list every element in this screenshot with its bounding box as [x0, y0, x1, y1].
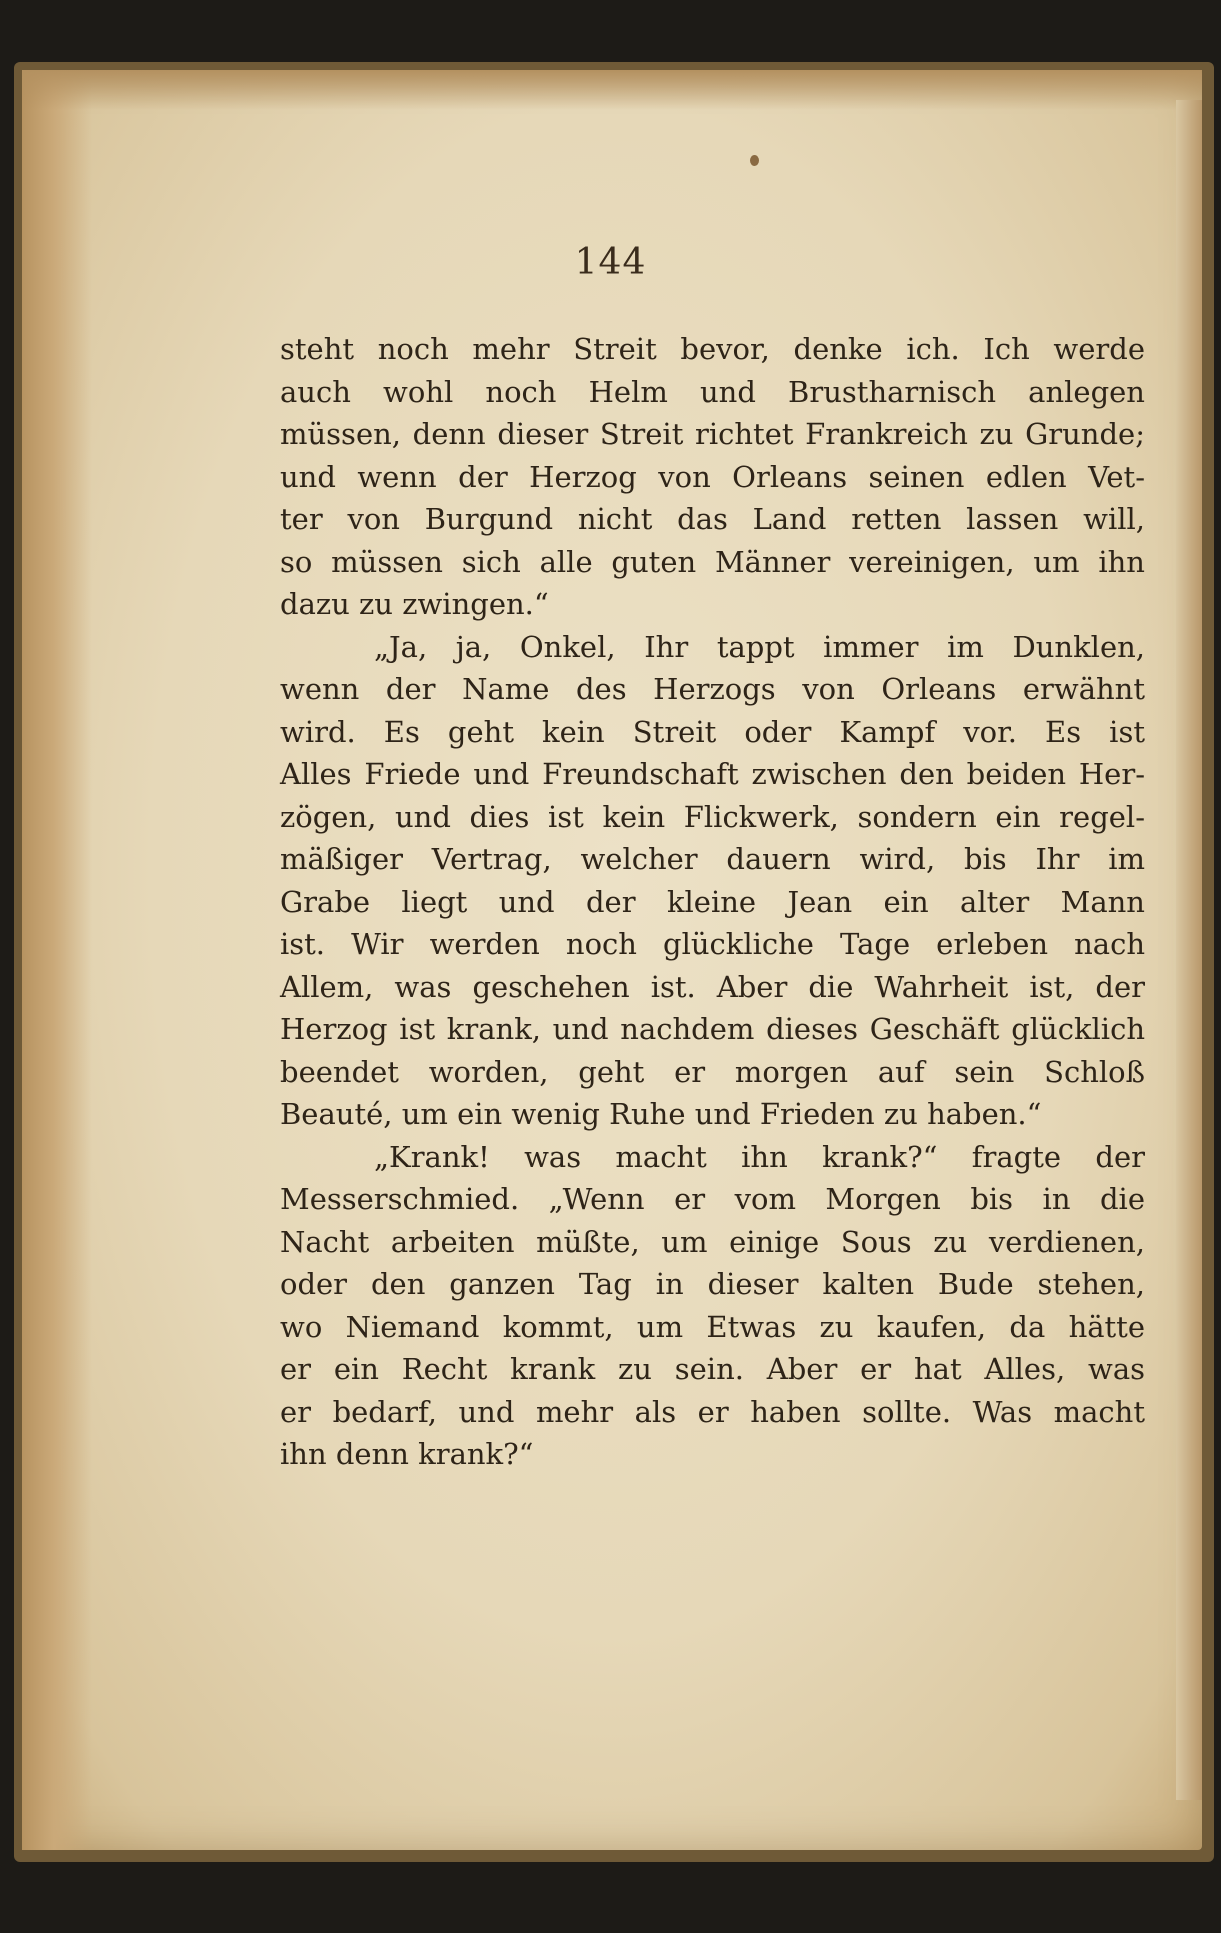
text-line: zögen, und dies ist kein Flickwerk, sondern ein regel- — [280, 799, 1145, 834]
text-line: ter von Burgund nicht das Land retten lassen will, — [280, 502, 1145, 536]
text-line: dazu zu zwingen.“ — [280, 587, 549, 621]
text-line: müssen, denn dieser Streit richtet Frankreich zu Grunde; — [280, 417, 1145, 451]
text-line: steht noch mehr Streit bevor, denke ich. Ich werde — [280, 332, 1145, 366]
top-edge-stain — [22, 70, 1202, 110]
text-line: und wenn der Herzog von Orleans seinen edlen Vet- — [280, 459, 1145, 494]
text-line: wo Niemand kommt, um Etwas zu kaufen, da hätte — [280, 1309, 1145, 1344]
text-line: ist. Wir werden noch glückliche Tage erleben nach — [280, 927, 1145, 961]
text-line: wird. Es geht kein Streit oder Kampf vor. Es ist — [280, 714, 1145, 749]
text-line: Grabe liegt und der kleine Jean ein alter Mann — [280, 884, 1145, 919]
left-edge-stain — [22, 70, 92, 1850]
text-line: „Krank! was macht ihn krank?“ fragte der — [374, 1139, 1145, 1174]
text-line: oder den ganzen Tag in dieser kalten Bude stehen, — [280, 1267, 1145, 1301]
text-line: er bedarf, und mehr als er haben sollte. Was macht — [280, 1394, 1145, 1429]
text-line: Messerschmied. „Wenn er vom Morgen bis in die — [280, 1182, 1145, 1216]
text-line: beendet worden, geht er morgen auf sein Schloß — [280, 1054, 1145, 1089]
body-text — [280, 328, 1145, 1476]
ink-spot — [750, 155, 759, 166]
text-line: „Ja, ja, Onkel, Ihr tappt immer im Dunklen, — [374, 629, 1145, 664]
page-number: 144 — [574, 242, 647, 283]
text-line: auch wohl noch Helm und Brustharnisch anlegen — [280, 374, 1145, 409]
text-line: mäßiger Vertrag, welcher dauern wird, bis Ihr im — [280, 842, 1145, 876]
text-line: wenn der Name des Herzogs von Orleans erwähnt — [280, 672, 1145, 706]
text-line: so müssen sich alle guten Männer vereinigen, um ihn — [280, 544, 1145, 579]
text-line: ihn denn krank?“ — [280, 1437, 534, 1471]
text-line: er ein Recht krank zu sein. Aber er hat Alles, was — [280, 1352, 1145, 1386]
right-gutter — [1176, 100, 1202, 1800]
text-line: Nacht arbeiten müßte, um einige Sous zu verdienen, — [280, 1224, 1145, 1259]
text-line: Allem, was geschehen ist. Aber die Wahrheit ist, der — [280, 969, 1145, 1004]
text-line: Beauté, um ein wenig Ruhe und Frieden zu haben.“ — [280, 1097, 1042, 1131]
text-line: Herzog ist krank, und nachdem dieses Geschäft glücklich — [280, 1012, 1145, 1046]
text-line: Alles Friede und Freundschaft zwischen den beiden Her- — [280, 757, 1145, 791]
